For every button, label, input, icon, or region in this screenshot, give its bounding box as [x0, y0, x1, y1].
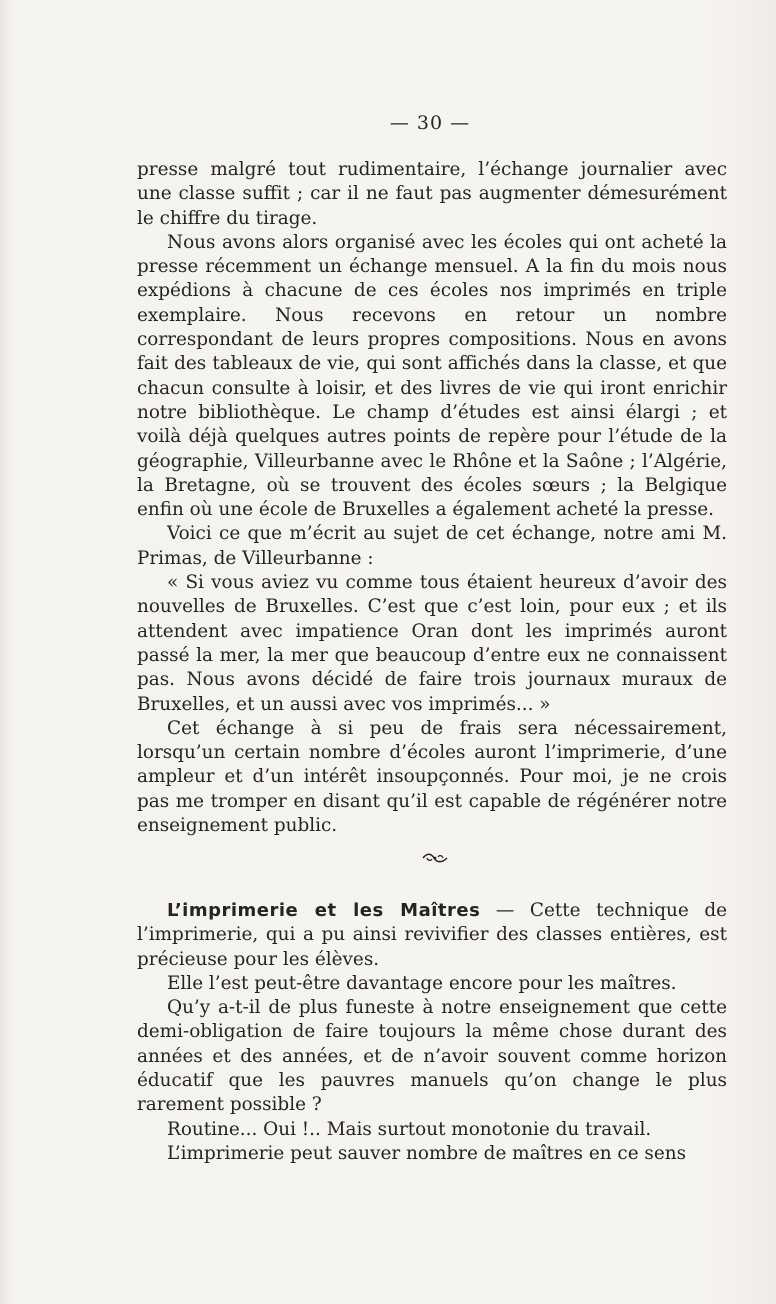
fleuron-ornament-icon — [422, 850, 448, 866]
section-opening-text: — Cette technique de l’imprimerie, qui a pu ainsi revivifier des classes entières, est précieuse pour les élèves. — [137, 900, 727, 970]
paragraph-section-opening — [137, 899, 727, 972]
paragraph-quote: « Si vous aviez vu comme tous étaient heureux d’avoir des nouvelles de Bruxelles. C’est que c’est loin, pour eux ; et ils attendent avec impatience Oran dont les imprimés auront passé la mer, la mer que beaucoup d’entre eux ne connaissent pas. Nous avons décidé de faire trois journaux muraux de Bruxelles, et un aussi avec vos imprimés... » — [137, 572, 727, 715]
text-block-exchange — [137, 158, 727, 838]
paragraph-routine-question: Qu’y a-t-il de plus funeste à notre enseignement que cette demi-obligation de faire toujours la même chose durant des années et des années, et de n’avoir souvent comme horizon éducatif que les pauvres manuels qu’on change le plus rarement possible ? — [137, 997, 727, 1116]
paragraph-continuation: presse malgré tout rudimentaire, l’échange journalier avec une classe suffit ; car il ne faut pas augmenter démesurément le chiffre du tirage. — [137, 159, 727, 229]
paragraph-teachers: Elle l’est peut-être davantage encore pour les maîtres. — [167, 972, 677, 994]
paragraph-conclusion: Cet échange à si peu de frais sera nécessairement, lorsqu’un certain nombre d’écoles auront l’imprimerie, d’une ampleur et d’un intérêt insoupçonnés. Pour moi, je ne crois pas me tromper en disant qu’il est capable de régénérer notre enseignement public. — [137, 717, 727, 837]
page-number: — 30 — — [389, 112, 471, 134]
paragraph-routine: Routine... Oui !.. Mais surtout monotonie du travail. — [167, 1118, 652, 1140]
paragraph-letter-intro: Voici ce que m’écrit au sujet de cet échange, notre ami M. Primas, de Villeurbanne : — [137, 523, 727, 569]
paragraph-save-teachers: L’imprimerie peut sauver nombre de maîtres en ce sens — [167, 1142, 687, 1164]
paragraph-monthly-exchange: Nous avons alors organisé avec les écoles qui ont acheté la presse récemment un échange mensuel. A la fin du mois nous expédions à chacune de ces écoles nos imprimés en triple exemplaire. Nous recevons en retour un nombre correspondant de leurs propres compositions. Nous en avons fait des tableaux de vie, qui sont affichés dans la classe, et que chacun consulte à loisir, et des livres de vie qui iront enrichir notre bibliothèque. Le champ d’études est ainsi élargi ; et voilà déjà quelques autres points de repère pour l’étude de la géographie, Villeurbanne avec le Rhône et la Saône ; l’Algérie, la Bretagne, où se trouvent des écoles sœurs ; la Belgique enfin où une école de Bruxelles a également acheté la presse. — [137, 231, 727, 521]
section-heading: L’imprimerie et les Maîtres — [167, 900, 481, 921]
text-block-masters — [137, 899, 727, 1166]
